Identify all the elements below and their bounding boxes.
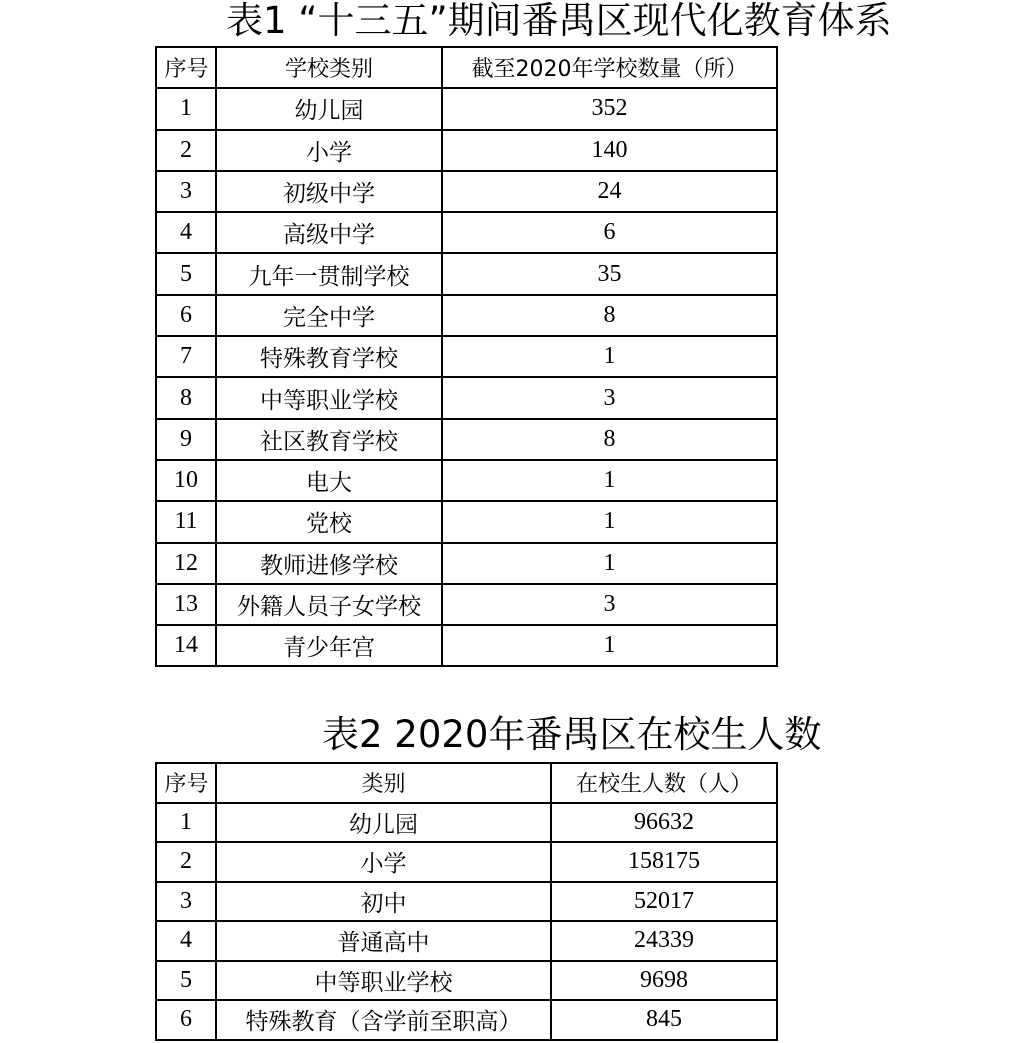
- table-row: [156, 842, 777, 882]
- row-count: 9698: [551, 961, 777, 1001]
- row-count: 845: [551, 1000, 777, 1040]
- row-category: 外籍人员子女学校: [216, 584, 442, 625]
- row-count: 1: [442, 460, 777, 501]
- table-header-row: [156, 47, 777, 88]
- row-category: 小学: [216, 842, 551, 882]
- row-count: 24: [442, 171, 777, 212]
- table-row: [156, 460, 777, 501]
- row-category: 初中: [216, 882, 551, 922]
- row-category: 幼儿园: [216, 88, 442, 129]
- row-count: 1: [442, 336, 777, 377]
- row-category: 初级中学: [216, 171, 442, 212]
- row-category: 特殊教育（含学前至职高）: [216, 1000, 551, 1040]
- header-serial-number: 序号: [156, 47, 216, 88]
- table-row: [156, 625, 777, 666]
- row-category: 社区教育学校: [216, 419, 442, 460]
- row-category: 青少年宫: [216, 625, 442, 666]
- table-row: [156, 584, 777, 625]
- row-serial-number: 1: [156, 803, 216, 843]
- row-serial-number: 6: [156, 295, 216, 336]
- header-category: 类别: [216, 763, 551, 803]
- row-serial-number: 4: [156, 921, 216, 961]
- table-row: [156, 295, 777, 336]
- table-row: [156, 377, 777, 418]
- row-category: 高级中学: [216, 212, 442, 253]
- table-row: [156, 543, 777, 584]
- table-row: [156, 921, 777, 961]
- row-serial-number: 1: [156, 88, 216, 129]
- row-serial-number: 9: [156, 419, 216, 460]
- row-serial-number: 14: [156, 625, 216, 666]
- row-category: 完全中学: [216, 295, 442, 336]
- row-count: 52017: [551, 882, 777, 922]
- school-count-table: [155, 46, 778, 667]
- table1-body: [156, 88, 777, 666]
- header-student-count: 在校生人数（人）: [551, 763, 777, 803]
- row-count: 3: [442, 584, 777, 625]
- row-count: 6: [442, 212, 777, 253]
- row-serial-number: 8: [156, 377, 216, 418]
- table-row: [156, 212, 777, 253]
- row-serial-number: 10: [156, 460, 216, 501]
- row-category: 中等职业学校: [216, 961, 551, 1001]
- row-count: 96632: [551, 803, 777, 843]
- row-serial-number: 5: [156, 961, 216, 1001]
- table-row: [156, 130, 777, 171]
- row-serial-number: 4: [156, 212, 216, 253]
- row-category: 九年一贯制学校: [216, 253, 442, 294]
- row-serial-number: 7: [156, 336, 216, 377]
- row-serial-number: 2: [156, 130, 216, 171]
- table-row: [156, 961, 777, 1001]
- row-count: 3: [442, 377, 777, 418]
- row-category: 党校: [216, 501, 442, 542]
- row-category: 幼儿园: [216, 803, 551, 843]
- table-row: [156, 336, 777, 377]
- header-school-category: 学校类别: [216, 47, 442, 88]
- table-row: [156, 882, 777, 922]
- row-serial-number: 3: [156, 171, 216, 212]
- table1-title: 表1 “十三五”期间番禺区现代化教育体系: [226, 0, 892, 42]
- table-row: [156, 253, 777, 294]
- row-serial-number: 13: [156, 584, 216, 625]
- row-count: 8: [442, 295, 777, 336]
- row-category: 普通高中: [216, 921, 551, 961]
- row-category: 教师进修学校: [216, 543, 442, 584]
- table-row: [156, 803, 777, 843]
- table-row: [156, 419, 777, 460]
- row-count: 1: [442, 501, 777, 542]
- table-row: [156, 501, 777, 542]
- row-count: 158175: [551, 842, 777, 882]
- row-category: 小学: [216, 130, 442, 171]
- row-count: 8: [442, 419, 777, 460]
- header-school-count: 截至2020年学校数量（所）: [442, 47, 777, 88]
- row-serial-number: 12: [156, 543, 216, 584]
- row-count: 1: [442, 625, 777, 666]
- student-count-table: [155, 762, 778, 1041]
- table-header-row: [156, 763, 777, 803]
- row-serial-number: 6: [156, 1000, 216, 1040]
- row-count: 35: [442, 253, 777, 294]
- row-serial-number: 11: [156, 501, 216, 542]
- row-category: 电大: [216, 460, 442, 501]
- row-count: 24339: [551, 921, 777, 961]
- header-serial-number: 序号: [156, 763, 216, 803]
- row-serial-number: 3: [156, 882, 216, 922]
- row-serial-number: 5: [156, 253, 216, 294]
- row-category: 中等职业学校: [216, 377, 442, 418]
- table2-title: 表2 2020年番禺区在校生人数: [322, 713, 822, 756]
- table-row: [156, 1000, 777, 1040]
- row-count: 1: [442, 543, 777, 584]
- table2-body: [156, 803, 777, 1040]
- row-category: 特殊教育学校: [216, 336, 442, 377]
- table-row: [156, 88, 777, 129]
- row-count: 352: [442, 88, 777, 129]
- row-count: 140: [442, 130, 777, 171]
- table-row: [156, 171, 777, 212]
- row-serial-number: 2: [156, 842, 216, 882]
